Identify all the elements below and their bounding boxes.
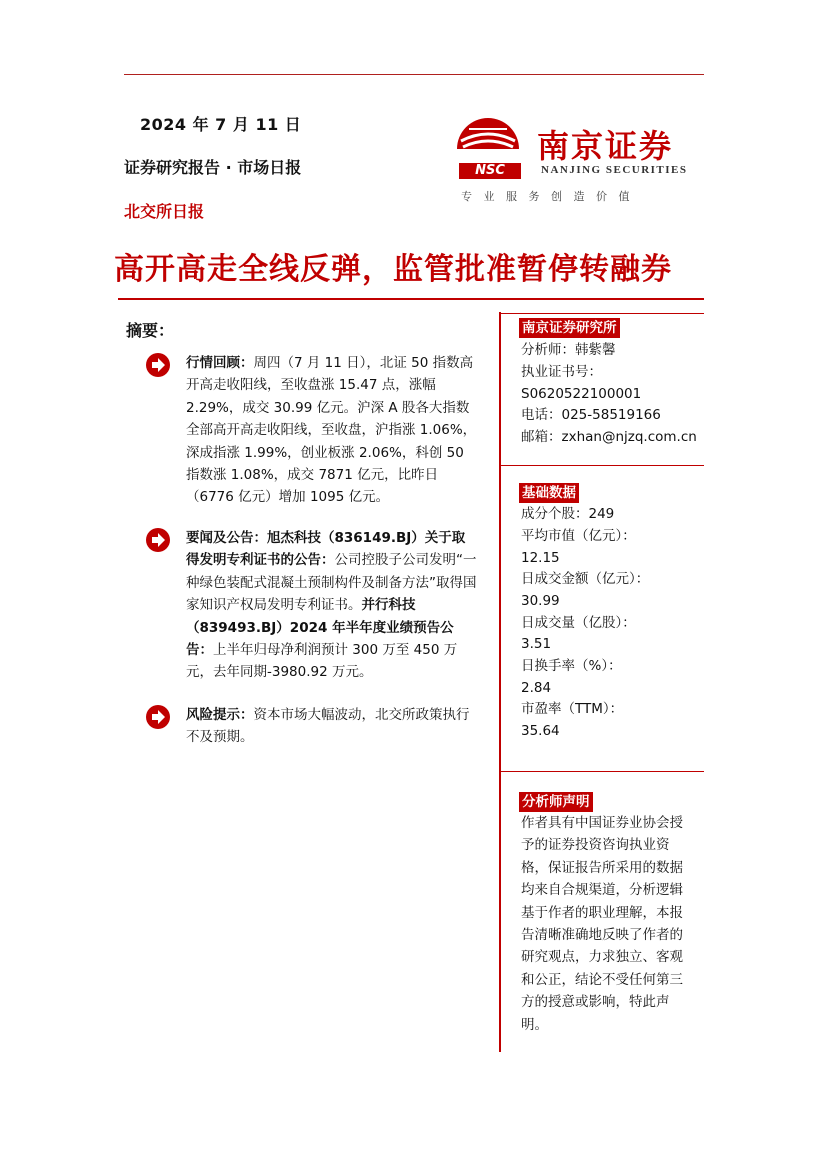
cert-label: 执业证书号： (521, 364, 602, 380)
constituents-count: 成分个股：249 (521, 506, 615, 522)
logo-slogan: 专 业 服 务 创 造 价 值 (461, 190, 634, 203)
report-type: 证券研究报告 · 市场日报 (124, 158, 302, 177)
sidebar-rule-2 (500, 465, 704, 466)
top-rule (124, 74, 704, 75)
institute-heading: 南京证券研究所 (519, 318, 620, 338)
headline: 高开高走全线反弹，监管批准暂停转融券 (114, 252, 672, 287)
news-text: 公司控股子公司发明“一种绿色装配式混凝土预制构件及制备方法”取得国家知识产权局发明专利证书。 (186, 552, 477, 614)
disclaimer-heading: 分析师声明 (519, 792, 593, 812)
turnover-rate-value: 2.84 (521, 680, 552, 696)
risk-text: 资本市场大幅波动，北交所政策执行不及预期。 (186, 707, 470, 746)
avg-cap-value: 12.15 (521, 550, 560, 566)
sidebar-rule-3 (500, 771, 704, 772)
logo-en-name: NANJING SECURITIES (541, 164, 688, 176)
turnover-amount-value: 30.99 (521, 593, 560, 609)
news-lead-2: 并行科技（839493.BJ）2024 年半年度业绩预告公告： (186, 597, 454, 659)
analyst-phone: 电话：025-58519166 (521, 407, 661, 423)
turnover-rate-label: 日换手率（%）： (521, 658, 622, 674)
news-lead: 要闻及公告：旭杰科技（836149.BJ）关于取得发明专利证书的公告： (186, 530, 466, 569)
volume-label: 日成交量（亿股）： (521, 615, 636, 631)
arrow-right-circle-icon (145, 704, 171, 730)
sidebar-divider (499, 312, 501, 1052)
logo-abbr: NSC (459, 163, 521, 179)
avg-cap-label: 平均市值（亿元）： (521, 528, 636, 544)
arrow-right-circle-icon (145, 527, 171, 553)
summary-label: 摘要： (126, 321, 175, 340)
risk-lead: 风险提示： (186, 707, 254, 723)
cert-number: S0620522100001 (521, 386, 642, 402)
pe-value: 35.64 (521, 723, 560, 739)
volume-value: 3.51 (521, 636, 552, 652)
analyst-name: 分析师：韩紫馨 (521, 342, 616, 358)
market-review-text: 周四（7 月 11 日），北证 50 指数高开高走收阳线，至收盘涨 15.47 点，涨幅 2.29%，成交 30.99 亿元。沪深 A 股各大指数全部高开高走收阳线，至收盘，沪指涨 1.06%，深成指涨 1.99%，创业板涨 2.06%，科创 50 指数涨 1.08%，成交 7871 亿元，比昨日（6776 亿元）增加 1095 亿元。 (186, 355, 477, 506)
news-text-2: 上半年归母净利润预计 300 万至 450 万元，去年同期-3980.92 万元。 (186, 642, 458, 681)
basic-data-heading: 基础数据 (519, 483, 579, 503)
summary-market-review (186, 352, 478, 509)
summary-news (186, 527, 478, 684)
summary-risk (186, 704, 478, 749)
market-review-lead: 行情回顾： (186, 355, 254, 371)
turnover-amount-label: 日成交金额（亿元）： (521, 571, 650, 587)
headline-rule (118, 298, 704, 300)
analyst-email: 邮箱：zxhan@njzq.com.cn (521, 429, 697, 445)
pe-label: 市盈率（TTM）： (521, 701, 624, 717)
disclaimer-text: 作者具有中国证券业协会授予的证券投资咨询执业资格，保证报告所采用的数据均来自合规渠道，分析逻辑基于作者的职业理解，本报告清晰准确地反映了作者的研究观点，力求独立、客观和公正，结论不受任何第三方的授意或影响，特此声明。 (521, 815, 683, 1033)
report-series: 北交所日报 (124, 202, 205, 221)
report-date: 2024 年 7 月 11 日 (140, 115, 302, 134)
arrow-right-circle-icon (145, 352, 171, 378)
sidebar-rule-1 (500, 313, 704, 314)
company-logo (455, 115, 695, 207)
logo-cn-name: 南京证券 (537, 127, 674, 165)
